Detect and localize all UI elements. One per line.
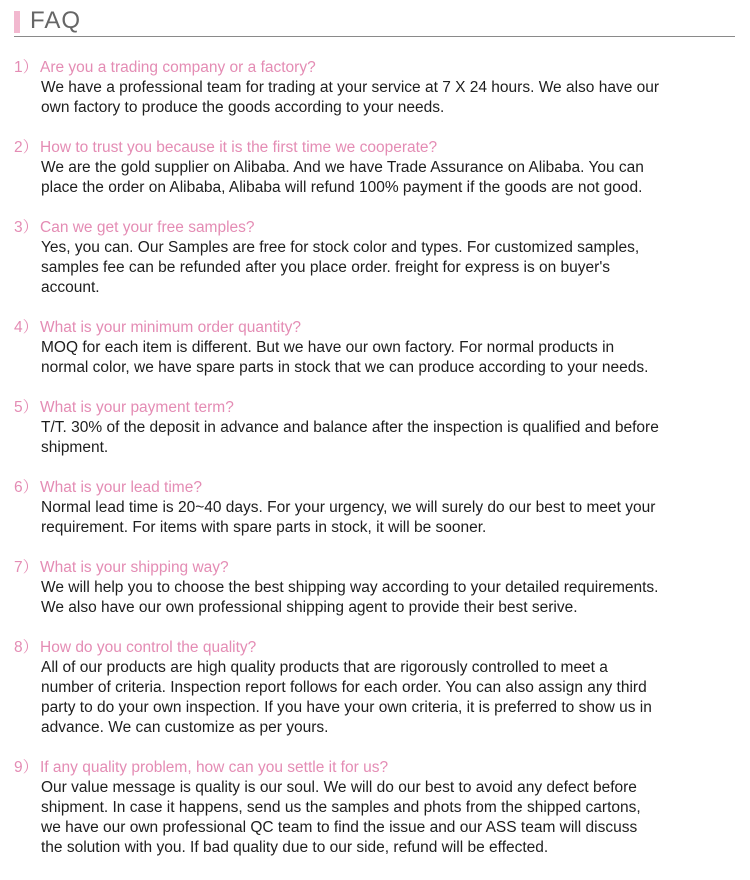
question-number: 7） [14,559,39,576]
answer-line: we have our own professional QC team to find the issue and our ASS team will discuss [41,819,638,836]
question-number: 3） [14,219,39,236]
question-text: If any quality problem, how can you settle it for us? [40,759,389,776]
answer-line: normal color, we have spare parts in stock that we can produce according to your needs. [41,359,649,376]
answer-line: Our value message is quality is our soul. We will do our best to avoid any defect before [41,779,637,796]
answer-line: We are the gold supplier on Alibaba. And we have Trade Assurance on Alibaba. You can [41,159,644,176]
faq-answer [14,158,739,198]
faq-item [14,398,739,458]
question-number: 4） [14,319,39,336]
question-text: What is your minimum order quantity? [40,319,302,336]
answer-line: number of criteria. Inspection report follows for each order. You can also assign any third [41,679,647,696]
faq-answer [14,658,739,738]
faq-item [14,638,739,738]
question-number: 2） [14,139,39,156]
faq-question [14,218,739,238]
answer-line: samples fee can be refunded after you place order. freight for express is on buyer's [41,259,611,276]
faq-answer [14,498,739,538]
faq-answer [14,778,739,858]
question-number: 5） [14,399,39,416]
faq-header [14,8,735,37]
faq-item [14,138,739,198]
faq-answer [14,78,739,118]
answer-line: the solution with you. If bad quality due to our side, refund will be effected. [41,839,549,856]
question-text: What is your lead time? [40,479,202,496]
faq-question [14,58,739,78]
answer-line: MOQ for each item is different. But we have our own factory. For normal products in [41,339,615,356]
accent-bar [14,11,20,33]
faq-answer [14,238,739,298]
faq-item [14,558,739,618]
faq-answer [14,578,739,618]
faq-answer [14,338,739,378]
faq-item [14,758,739,858]
question-text: What is your payment term? [40,399,234,416]
page-title: FAQ [30,7,82,34]
answer-line: We have a professional team for trading at your service at 7 X 24 hours. We also have our [41,79,660,96]
answer-line: Normal lead time is 20~40 days. For your urgency, we will surely do our best to meet your [41,499,656,516]
question-text: How do you control the quality? [40,639,257,656]
question-number: 9） [14,759,39,776]
answer-line: We also have our own professional shipping agent to provide their best serive. [41,599,578,616]
answer-line: shipment. [41,439,109,456]
faq-item [14,478,739,538]
answer-line: Yes, you can. Our Samples are free for stock color and types. For customized samples, [41,239,640,256]
answer-line: T/T. 30% of the deposit in advance and balance after the inspection is qualified and before [41,419,659,436]
answer-line: place the order on Alibaba, Alibaba will refund 100% payment if the goods are not good. [41,179,643,196]
faq-question [14,398,739,418]
question-number: 1） [14,59,39,76]
answer-line: All of our products are high quality products that are rigorously controlled to meet a [41,659,608,676]
faq-question [14,638,739,658]
faq-item [14,58,739,118]
question-number: 8） [14,639,39,656]
question-text: Can we get your free samples? [40,219,255,236]
answer-line: own factory to produce the goods according to your needs. [41,99,445,116]
faq-item [14,218,739,298]
answer-line: requirement. For items with spare parts in stock, it will be sooner. [41,519,487,536]
answer-line: account. [41,279,100,296]
faq-question [14,758,739,778]
faq-item [14,318,739,378]
faq-answer [14,418,739,458]
answer-line: advance. We can customize as per yours. [41,719,329,736]
faq-question [14,558,739,578]
question-text: How to trust you because it is the first time we cooperate? [40,139,438,156]
question-text: Are you a trading company or a factory? [40,59,316,76]
answer-line: We will help you to choose the best shipping way according to your detailed requirements. [41,579,659,596]
answer-line: party to do your own inspection. If you have your own criteria, it is preferred to show us in [41,699,652,716]
faq-question [14,478,739,498]
faq-question [14,318,739,338]
question-text: What is your shipping way? [40,559,229,576]
faq-question [14,138,739,158]
answer-line: shipment. In case it happens, send us the samples and phots from the shipped cartons, [41,799,641,816]
question-number: 6） [14,479,39,496]
